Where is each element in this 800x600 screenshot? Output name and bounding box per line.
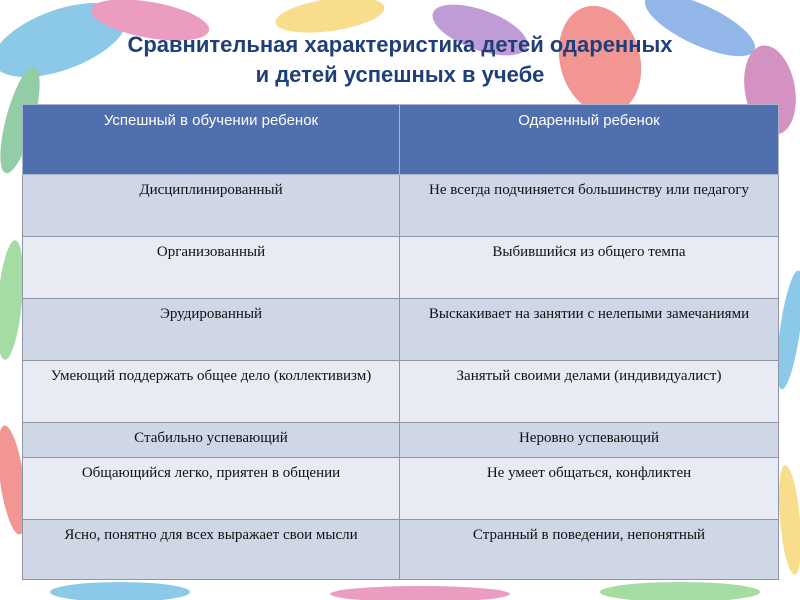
table-row xyxy=(23,458,779,520)
cell-gifted: Выбившийся из общего темпа xyxy=(400,237,779,299)
cell-gifted: Неровно успевающий xyxy=(400,423,779,458)
header-gifted-child: Одаренный ребенок xyxy=(400,105,779,175)
table-row xyxy=(23,299,779,361)
title-line-2: и детей успешных в учебе xyxy=(255,62,545,87)
cell-successful: Эрудированный xyxy=(23,299,400,361)
table-row xyxy=(23,237,779,299)
title-line-1: Сравнительная характеристика детей одаренных xyxy=(127,32,673,57)
cell-successful: Организованный xyxy=(23,237,400,299)
cell-successful: Ясно, понятно для всех выражает свои мысли xyxy=(23,520,400,580)
table-row xyxy=(23,175,779,237)
cell-successful: Дисциплинированный xyxy=(23,175,400,237)
table-row xyxy=(23,423,779,458)
cell-gifted: Выскакивает на занятии с нелепыми замечаниями xyxy=(400,299,779,361)
cell-successful: Умеющий поддержать общее дело (коллективизм) xyxy=(23,361,400,423)
cell-gifted: Не умеет общаться, конфликтен xyxy=(400,458,779,520)
slide-title xyxy=(40,30,760,90)
table-row xyxy=(23,361,779,423)
table-row xyxy=(23,520,779,580)
cell-successful: Общающийся легко, приятен в общении xyxy=(23,458,400,520)
cell-successful: Стабильно успевающий xyxy=(23,423,400,458)
cell-gifted: Занятый своими делами (индивидуалист) xyxy=(400,361,779,423)
comparison-table xyxy=(22,104,779,580)
cell-gifted: Не всегда подчиняется большинству или педагогу xyxy=(400,175,779,237)
header-successful-child: Успешный в обучении ребенок xyxy=(23,105,400,175)
cell-gifted: Странный в поведении, непонятный xyxy=(400,520,779,580)
table-header-row xyxy=(23,105,779,175)
